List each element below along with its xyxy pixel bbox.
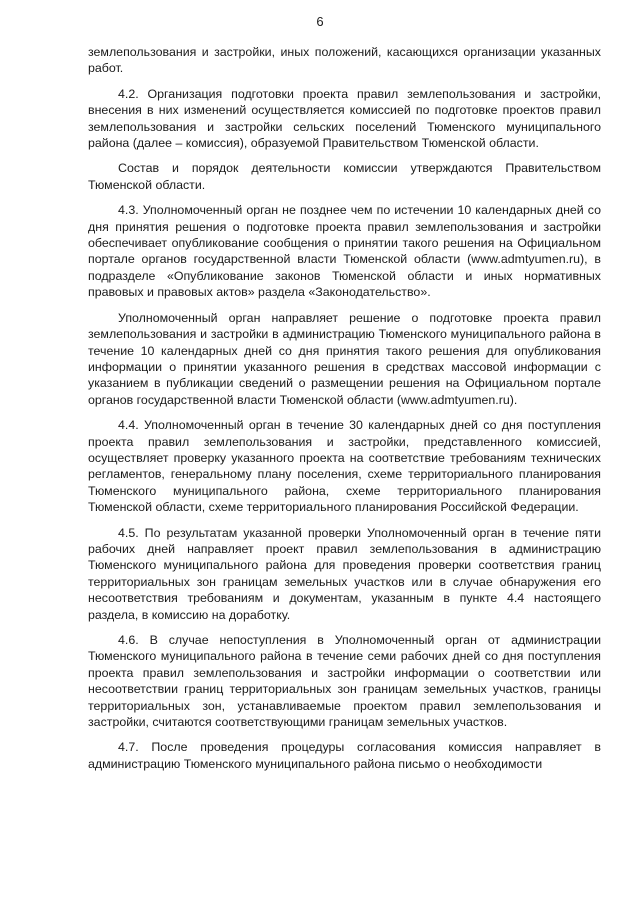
paragraph-continuation: землепользования и застройки, иных положений, касающихся организации указанных работ. — [88, 45, 601, 76]
paragraph-4-7: 4.7. После проведения процедуры согласования комиссия направляет в администрацию Тюменского муниципального района письмо о необходимости — [88, 740, 601, 771]
paragraph-4-3: 4.3. Уполномоченный орган не позднее чем по истечении 10 календарных дней со дня принятия решения о подготовке проекта правил землепользования и застройки обеспечивает опубликование сообщения о принятии такого решения на Официальном портале органов государственной власти Тюменской области (www.admtyumen.ru), в подразделе «Опубликование законов Тюменской области и иных нормативных правовых и правовых актов» раздела «Законодательство». — [88, 203, 601, 300]
paragraph-4-6: 4.6. В случае непоступления в Уполномоченный орган от администрации Тюменского муниципального района в течение семи рабочих дней со дня поступления проекта правил землепользования и застройки информации о соответствии или несоответствии границ территориальных зон границам земельных участков, границы территориальных зон, устанавливаемые проектом правил землепользования и застройки, считаются соответствующими границам земельных участков. — [88, 633, 601, 730]
document-body — [88, 44, 601, 781]
paragraph-commission-composition: Состав и порядок деятельности комиссии утверждаются Правительством Тюменской области. — [88, 161, 601, 192]
paragraph-4-4: 4.4. Уполномоченный орган в течение 30 календарных дней со дня поступления проекта правил землепользования и застройки, представленного комиссией, осуществляет проверку указанного проекта на соответствие требованиям технических регламентов, генеральному плану поселения, схеме территориального планирования Тюменского муниципального района, схеме территориального планирования Тюменской области, схеме территориального планирования Российской Федерации. — [88, 418, 601, 515]
paragraph-4-2: 4.2. Организация подготовки проекта правил землепользования и застройки, внесения в них изменений осуществляется комиссией по подготовке проектов правил землепользования и застройки сельских поселений Тюменского муниципального района (далее – комиссия), образуемой Правительством Тюменской области. — [88, 86, 601, 151]
paragraph-4-5: 4.5. По результатам указанной проверки Уполномоченный орган в течение пяти рабочих дней направляет проект правил землепользования в администрацию Тюменского муниципального района для проведения проверки соответствия границ территориальных зон границам земельных участков или в случае обнаружения его несоответствия требованиям и документам, указанным в пункте 4.4 настоящего раздела, в комиссию на доработку. — [88, 525, 601, 622]
paragraph-decision-forwarding: Уполномоченный орган направляет решение о подготовке проекта правил землепользования и застройки в администрацию Тюменского муниципального района в течение 10 календарных дней со дня принятия такого решения для опубликования информации о принятии указанного решения в средствах массовой информации с указанием в публикации сведений о размещении решения на Официальном портале органов государственной власти Тюменской области (www.admtyumen.ru). — [88, 310, 601, 407]
page-number: 6 — [316, 14, 324, 29]
